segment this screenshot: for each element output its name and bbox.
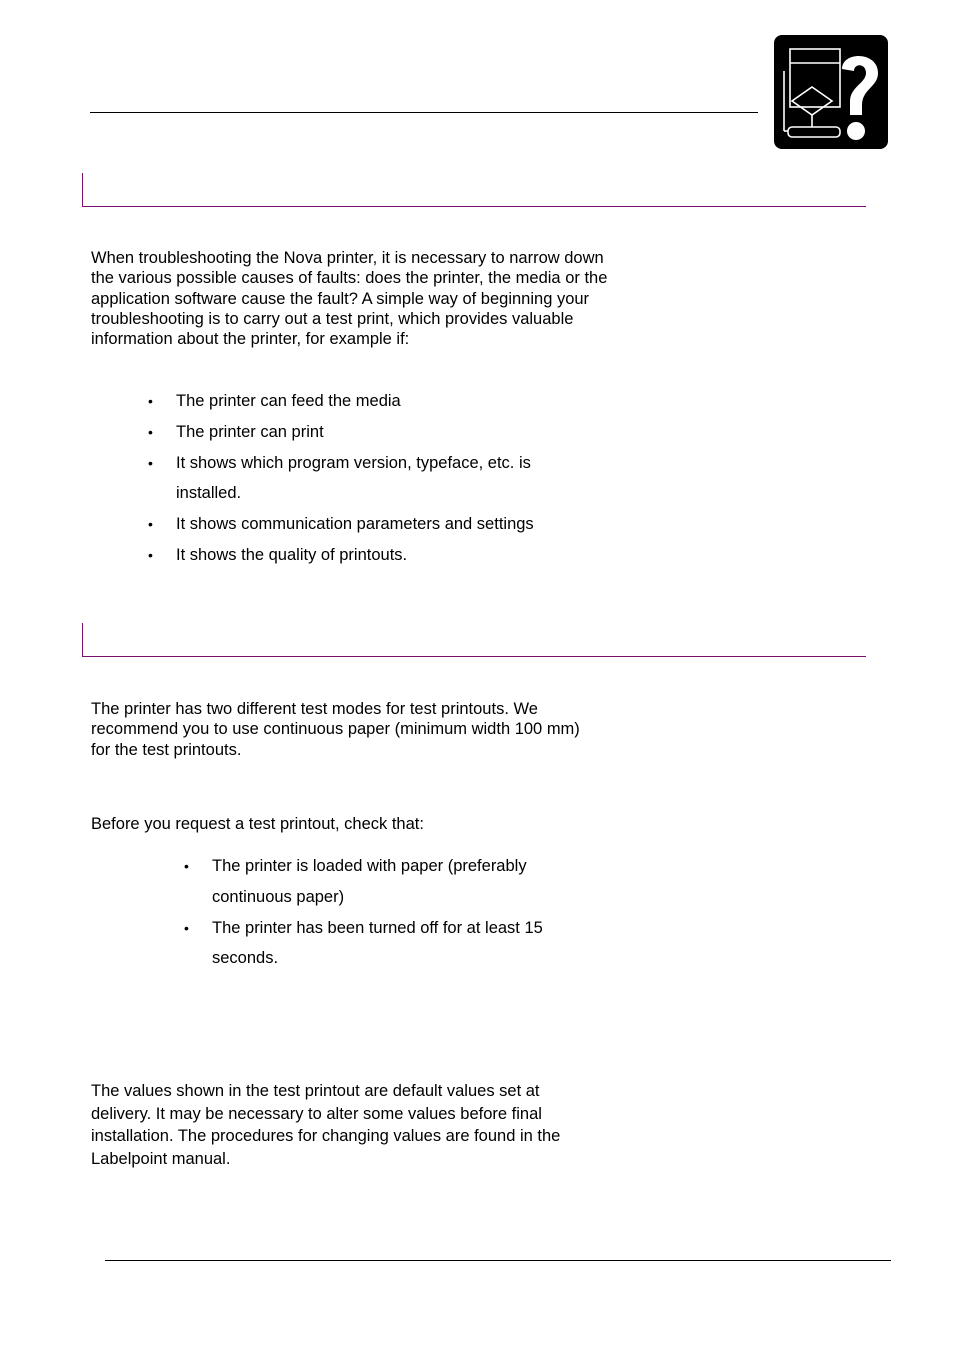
list-item: • The printer can print	[148, 417, 588, 448]
bullet-icon: •	[148, 393, 153, 409]
list-item: • The printer has been turned off for at least 15 seconds.	[184, 913, 584, 975]
bullet-icon: •	[148, 516, 153, 533]
section-divider-2	[82, 623, 866, 657]
troubleshooting-question-icon	[774, 35, 888, 149]
header-rule	[90, 112, 758, 113]
test-print-benefits-list	[148, 386, 588, 571]
bullet-icon: •	[148, 423, 153, 440]
section-divider-1	[82, 173, 866, 207]
bullet-icon: •	[148, 546, 153, 563]
intro-paragraph: When troubleshooting the Nova printer, it is necessary to narrow down the various possible causes of faults: does the printer, the media or the application software cause the fault? A simple way of beginning your troubleshooting is to carry out a test print, which provides valuable information about the printer, for example if:	[91, 249, 608, 349]
test-modes-paragraph: The printer has two different test modes for test printouts. We recommend you to use continuous paper (minimum width 100 mm) for the test printouts.	[91, 700, 580, 759]
list-item: • The printer can feed the media	[148, 386, 588, 417]
bullet-icon: •	[184, 858, 189, 874]
check-intro: Before you request a test printout, check that:	[91, 815, 424, 833]
list-item: • It shows the quality of printouts.	[148, 540, 588, 571]
defaults-note: The values shown in the test printout are default values set at delivery. It may be necessary to alter some values before final installation. The procedures for changing values are found in the Labelpoint manual.	[91, 1082, 561, 1168]
footer-rule	[105, 1260, 891, 1261]
pre-test-checklist	[184, 851, 584, 974]
list-item: • It shows which program version, typeface, etc. is installed.	[148, 448, 588, 510]
bullet-icon: •	[148, 454, 153, 471]
list-item: • The printer is loaded with paper (preferably continuous paper)	[184, 851, 584, 913]
list-item: • It shows communication parameters and settings	[148, 509, 588, 540]
bullet-icon: •	[184, 919, 189, 936]
